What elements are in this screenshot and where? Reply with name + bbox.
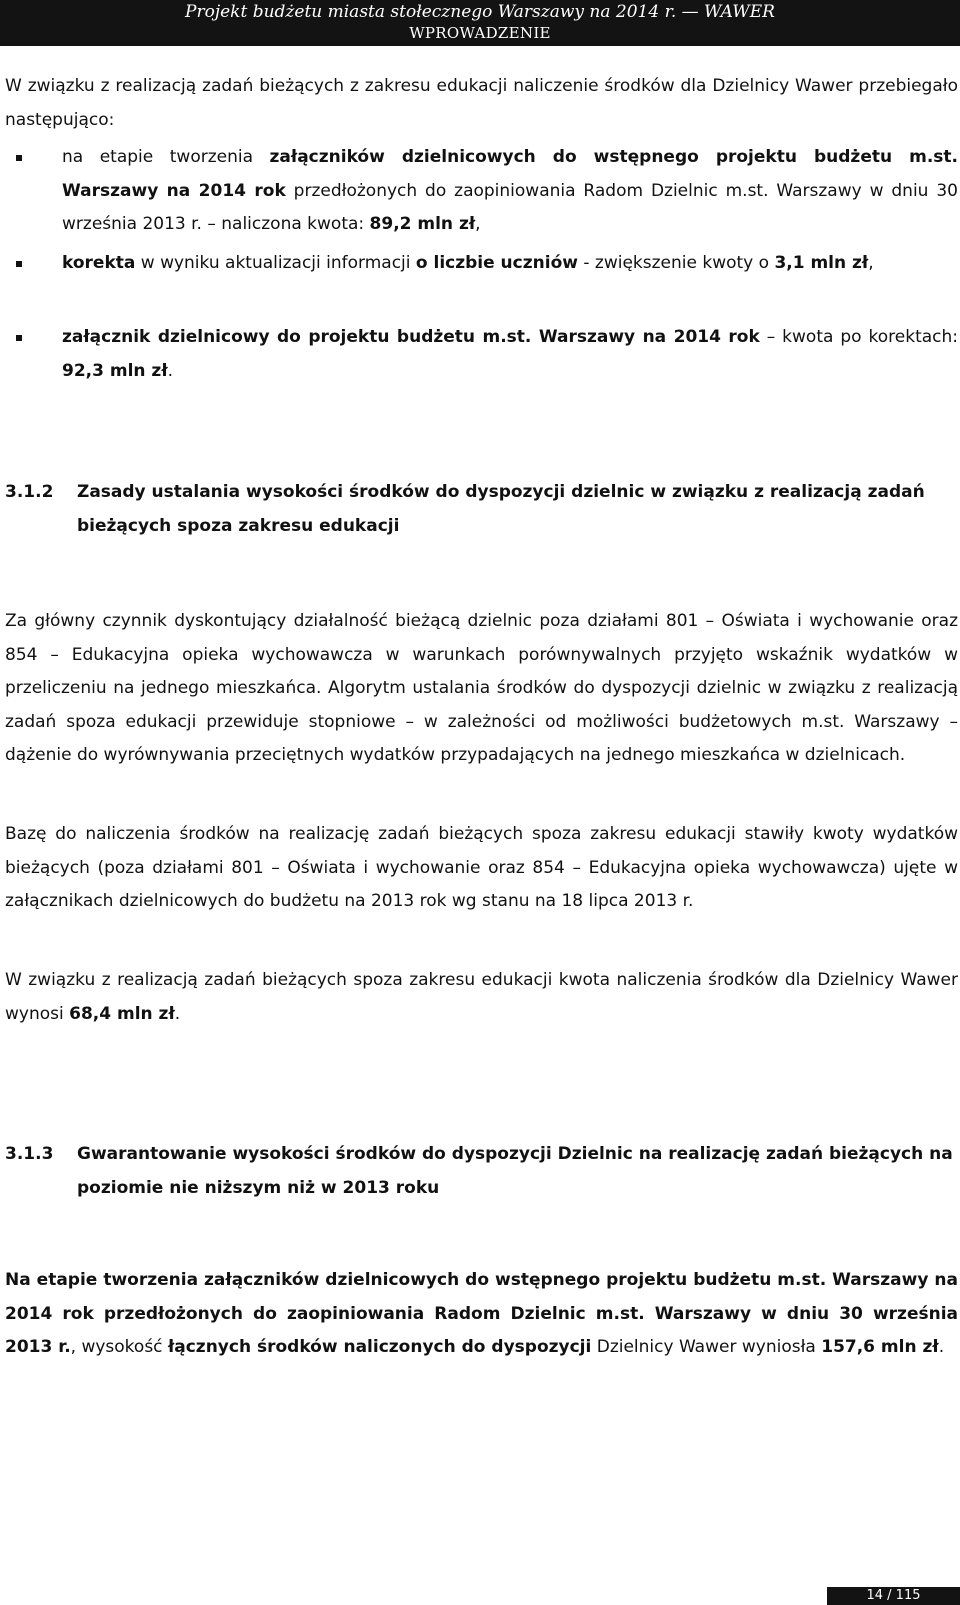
bullet-text: ,	[868, 253, 874, 273]
section-3-1-2-body	[5, 605, 958, 773]
paragraph	[5, 964, 958, 1031]
section-heading	[5, 476, 958, 543]
bullet-bold: o liczbie uczniów	[415, 253, 578, 273]
paragraph-amount: 157,6 mln zł	[821, 1337, 939, 1357]
paragraph: Bazę do naliczenia środków na realizację zadań bieżących spoza zakresu edukacji stawiły kwoty wydatków bieżących (poza działami 801 – Oświata i wychowanie oraz 854 – Edukacyjna opieka wychowawcza) ujęte w załącznikach dzielnicowych do budżetu na 2013 rok wg stanu na 18 lipca 2013 r.	[5, 824, 958, 911]
intro-block	[5, 70, 958, 137]
page-number: 14 / 115	[827, 1587, 960, 1605]
section-3-1-3-body	[5, 1264, 958, 1365]
bullet-text: ,	[475, 214, 481, 234]
bullet-square-icon	[16, 261, 22, 267]
bullet-text: w wyniku aktualizacji informacji	[135, 253, 416, 273]
section-3-1-2-body-3	[5, 964, 958, 1031]
bullet-text: – kwota po korektach:	[759, 327, 958, 347]
paragraph-text: .	[174, 1003, 181, 1024]
bullet-list	[5, 141, 958, 242]
bullet-item	[5, 141, 958, 242]
section-3-1-2	[5, 476, 958, 543]
bullet-amount: 3,1 mln zł	[774, 253, 869, 273]
bullet-item	[5, 247, 958, 281]
bullet-text: .	[167, 360, 174, 381]
paragraph-text: .	[938, 1337, 945, 1357]
bullet-square-icon	[16, 335, 22, 341]
bullet-bold: załącznik dzielnicowy do projektu budżetu m.st. Warszawy na 2014 rok	[62, 327, 760, 347]
section-title: Gwarantowanie wysokości środków do dyspozycji Dzielnic na realizację zadań bieżących na poziomie nie niższym niż w 2013 roku	[77, 1144, 953, 1198]
section-3-1-2-body-2	[5, 818, 958, 919]
bullet-square-icon	[16, 155, 22, 161]
paragraph-bold: Na etapie tworzenia załączników dzielnicowych do wstępnego projektu budżetu m.st. Warszawy na 2014 rok przedłożonych do zaopiniowania Radom Dzielnic m.st. Warszawy w dniu 30 września 2013 r.	[5, 1270, 958, 1357]
paragraph-text: W związku z realizacją zadań bieżących spoza zakresu edukacji kwota naliczenia środków dla Dzielnicy Wawer wynosi	[5, 970, 958, 1024]
page-header	[0, 0, 960, 46]
paragraph-text: Dzielnicy Wawer wyniosła	[591, 1337, 822, 1357]
bullet-amount: 89,2 mln zł	[369, 214, 476, 234]
section-title: Zasady ustalania wysokości środków do dyspozycji dzielnic w związku z realizacją zadań bieżących spoza zakresu edukacji	[77, 482, 925, 536]
bullet-bold: korekta	[62, 253, 136, 273]
bullet-bold: załączników dzielnicowych do wstępnego projektu budżetu m.st. Warszawy na 2014 rok	[62, 147, 958, 201]
paragraph	[5, 1264, 958, 1365]
paragraph: Za główny czynnik dyskontujący działalność bieżącą dzielnic poza działami 801 – Oświata i wychowanie oraz 854 – Edukacyjna opieka wychowawcza w warunkach porównywalnych przyjęto wskaźnik wydatków w przeliczeniu na jednego mieszkańca. Algorytm ustalania środków do dyspozycji dzielnic w związku z realizacją zadań spoza edukacji przewiduje stopniowe – w zależności od możliwości budżetowych m.st. Warszawy – dążenie do wyrównywania przeciętnych wydatków przypadających na jednego mieszkańca w dzielnicach.	[5, 611, 958, 765]
bullet-text: przedłożonych do zaopiniowania Radom Dzielnic m.st. Warszawy w dniu 30 września 2013 r. – naliczona kwota:	[62, 180, 958, 234]
section-number: 3.1.2	[5, 482, 54, 502]
bullet-amount: 92,3 mln zł	[62, 360, 168, 381]
bullet-list-3	[5, 321, 958, 388]
section-heading	[5, 1138, 958, 1205]
bullet-text: na etapie tworzenia	[62, 147, 270, 167]
paragraph-amount: 68,4 mln zł	[69, 1003, 175, 1024]
intro-paragraph: W związku z realizacją zadań bieżących z zakresu edukacji naliczenie środków dla Dzielnicy Wawer przebiegało następująco:	[5, 76, 958, 130]
header-subtitle: WPROWADZENIE	[409, 24, 551, 42]
paragraph-text: , wysokość	[70, 1337, 168, 1357]
section-number: 3.1.3	[5, 1144, 54, 1164]
bullet-item	[5, 321, 958, 388]
paragraph-bold: łącznych środków naliczonych do dyspozycji	[167, 1337, 592, 1357]
section-3-1-3	[5, 1138, 958, 1205]
bullet-text: - zwiększenie kwoty o	[577, 253, 775, 273]
bullet-list-2	[5, 247, 958, 281]
header-title: Projekt budżetu miasta stołecznego Warszawy na 2014 r. — WAWER	[185, 2, 775, 22]
